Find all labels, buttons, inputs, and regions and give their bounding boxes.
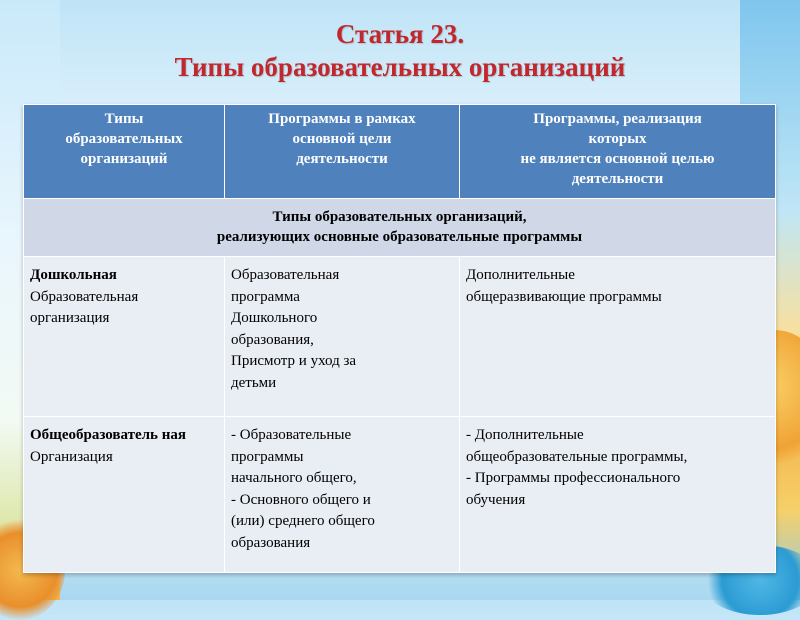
header-text: основной цели [292, 131, 392, 147]
org-type-text: организация [30, 310, 110, 326]
header-main-programs [225, 105, 460, 199]
cell-text: Дошкольного [231, 310, 318, 326]
table-row [24, 417, 776, 573]
header-types [24, 105, 225, 199]
cell-text: - Образовательные [231, 427, 352, 443]
section-heading [24, 199, 776, 257]
cell-text: - Программы профессионального [466, 470, 681, 486]
header-text: Программы, реализация [533, 111, 702, 127]
header-text: деятельности [571, 171, 664, 187]
cell-text: начального общего, [231, 470, 357, 486]
cell-org-type [24, 257, 225, 417]
org-type-name: Дошкольная [30, 267, 117, 283]
org-type-name: Общеобразователь ная [30, 427, 186, 443]
cell-other-programs [460, 257, 776, 417]
header-text: Программы в рамках [268, 111, 416, 127]
title-line-2: Типы образовательных организаций [174, 52, 626, 82]
cell-text: общеразвивающие программы [466, 288, 662, 305]
cell-text: программы [231, 448, 304, 465]
cell-main-programs [225, 257, 460, 417]
header-text: не является основной целью [520, 151, 715, 167]
header-text: организаций [80, 151, 168, 167]
cell-text: - Основного общего и [231, 491, 371, 508]
header-text: деятельности [296, 151, 388, 167]
header-text: образовательных [65, 131, 183, 147]
section-heading-text: реализующих основные образовательные программы [216, 229, 583, 245]
cell-other-programs [460, 417, 776, 573]
header-text: Типы [104, 111, 144, 127]
cell-org-type [24, 417, 225, 573]
cell-text: детьми [231, 374, 277, 391]
cell-text: Дополнительные [466, 267, 575, 283]
section-row [24, 199, 776, 257]
org-type-text: Организация [30, 448, 113, 465]
cell-text: Образовательная [231, 267, 340, 283]
title-line-1: Статья 23. [335, 19, 465, 49]
organizations-table [23, 104, 776, 573]
cell-text: общеобразовательные программы, [466, 448, 688, 465]
table-row [24, 257, 776, 417]
header-row [24, 105, 776, 199]
section-heading-text: Типы образовательных организаций, [272, 209, 527, 225]
cell-text: (или) среднего общего [231, 513, 375, 529]
cell-text: обучения [466, 491, 526, 508]
cell-text: Присмотр и уход за [231, 353, 357, 369]
cell-main-programs [225, 417, 460, 573]
cell-text: образования, [231, 331, 314, 348]
cell-text: программа [231, 288, 300, 305]
header-other-programs [460, 105, 776, 199]
org-type-text: Образовательная [30, 288, 139, 305]
page-title [0, 18, 800, 84]
cell-text: образования [231, 534, 311, 551]
header-text: которых [588, 131, 647, 147]
cell-text: - Дополнительные [466, 427, 584, 443]
